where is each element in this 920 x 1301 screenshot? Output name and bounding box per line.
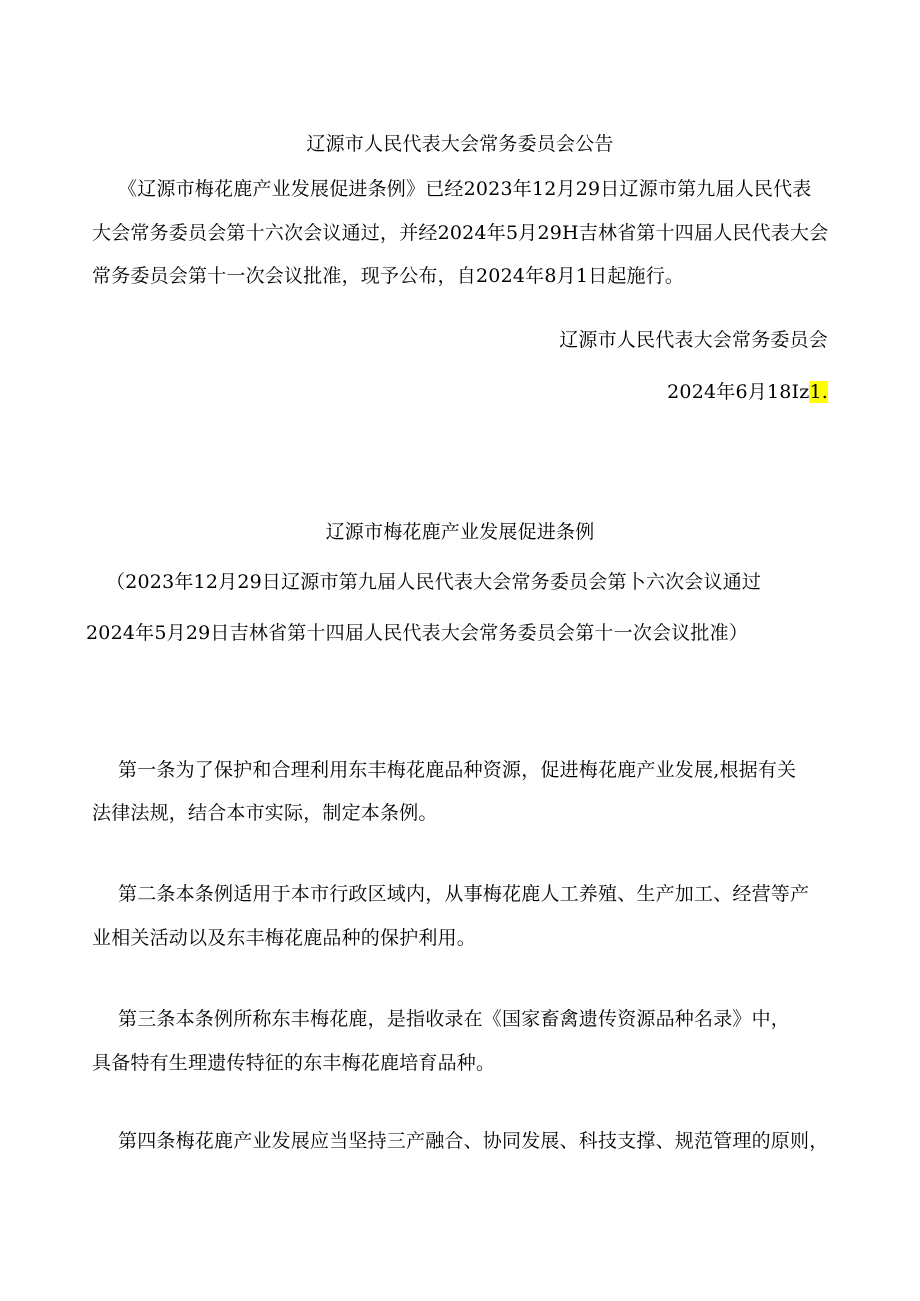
article-1-line-1: 第一条为了保护和合理利用东丰梅花鹿品种资源，促进梅花鹿产业发展,根据有关 bbox=[118, 759, 797, 781]
article-2-line-2: 业相关活动以及东丰梅花鹿品种的保护利用。 bbox=[92, 927, 477, 949]
notice-signature: 辽源市人民代表大会常务委员会 bbox=[559, 329, 828, 351]
notice-body-line-2: 大会常务委员会第十六次会议通过，并经2024年5月29H吉林省第十四届人民代表大会 bbox=[92, 222, 829, 244]
adoption-note-line-2: 2024年5月29日吉林省第十四届人民代表大会常务委员会第十一次会议批准） bbox=[86, 622, 749, 644]
adoption-note-line-1: （2023年12月29日辽源市第九届人民代表大会常务委员会第卜六次会议通过 bbox=[106, 571, 762, 593]
notice-date-highlight: 1. bbox=[809, 381, 828, 403]
article-3-line-2: 具备特有生理遗传特征的东丰梅花鹿培育品种。 bbox=[92, 1052, 496, 1074]
notice-date-text: 2024年6月18Iz bbox=[667, 381, 810, 403]
notice-body-line-1: 《辽源市梅花鹿产业发展促进条例》已经2023年12月29日辽源市第九届人民代表 bbox=[118, 178, 812, 200]
notice-date bbox=[667, 380, 828, 404]
regulation-title: 辽源市梅花鹿产业发展促进条例 bbox=[325, 521, 595, 543]
article-4-line-1: 第四条梅花鹿产业发展应当坚持三产融合、协同发展、科技支撑、规范管理的原则， bbox=[118, 1130, 829, 1152]
notice-body-line-3: 常务委员会第十一次会议批准，现予公布，自2024年8月1日起施行。 bbox=[92, 265, 685, 287]
article-1-line-2: 法律法规，结合本市实际，制定本条例。 bbox=[92, 802, 438, 824]
article-2-line-1: 第二条本条例适用于本市行政区域内，从事梅花鹿人工养殖、生产加工、经营等产 bbox=[118, 883, 810, 905]
notice-title: 辽源市人民代表大会常务委员会公告 bbox=[306, 133, 614, 155]
article-3-line-1: 第三条本条例所称东丰梅花鹿，是指收录在《国家畜禽遗传资源品种名录》中， bbox=[118, 1008, 791, 1030]
